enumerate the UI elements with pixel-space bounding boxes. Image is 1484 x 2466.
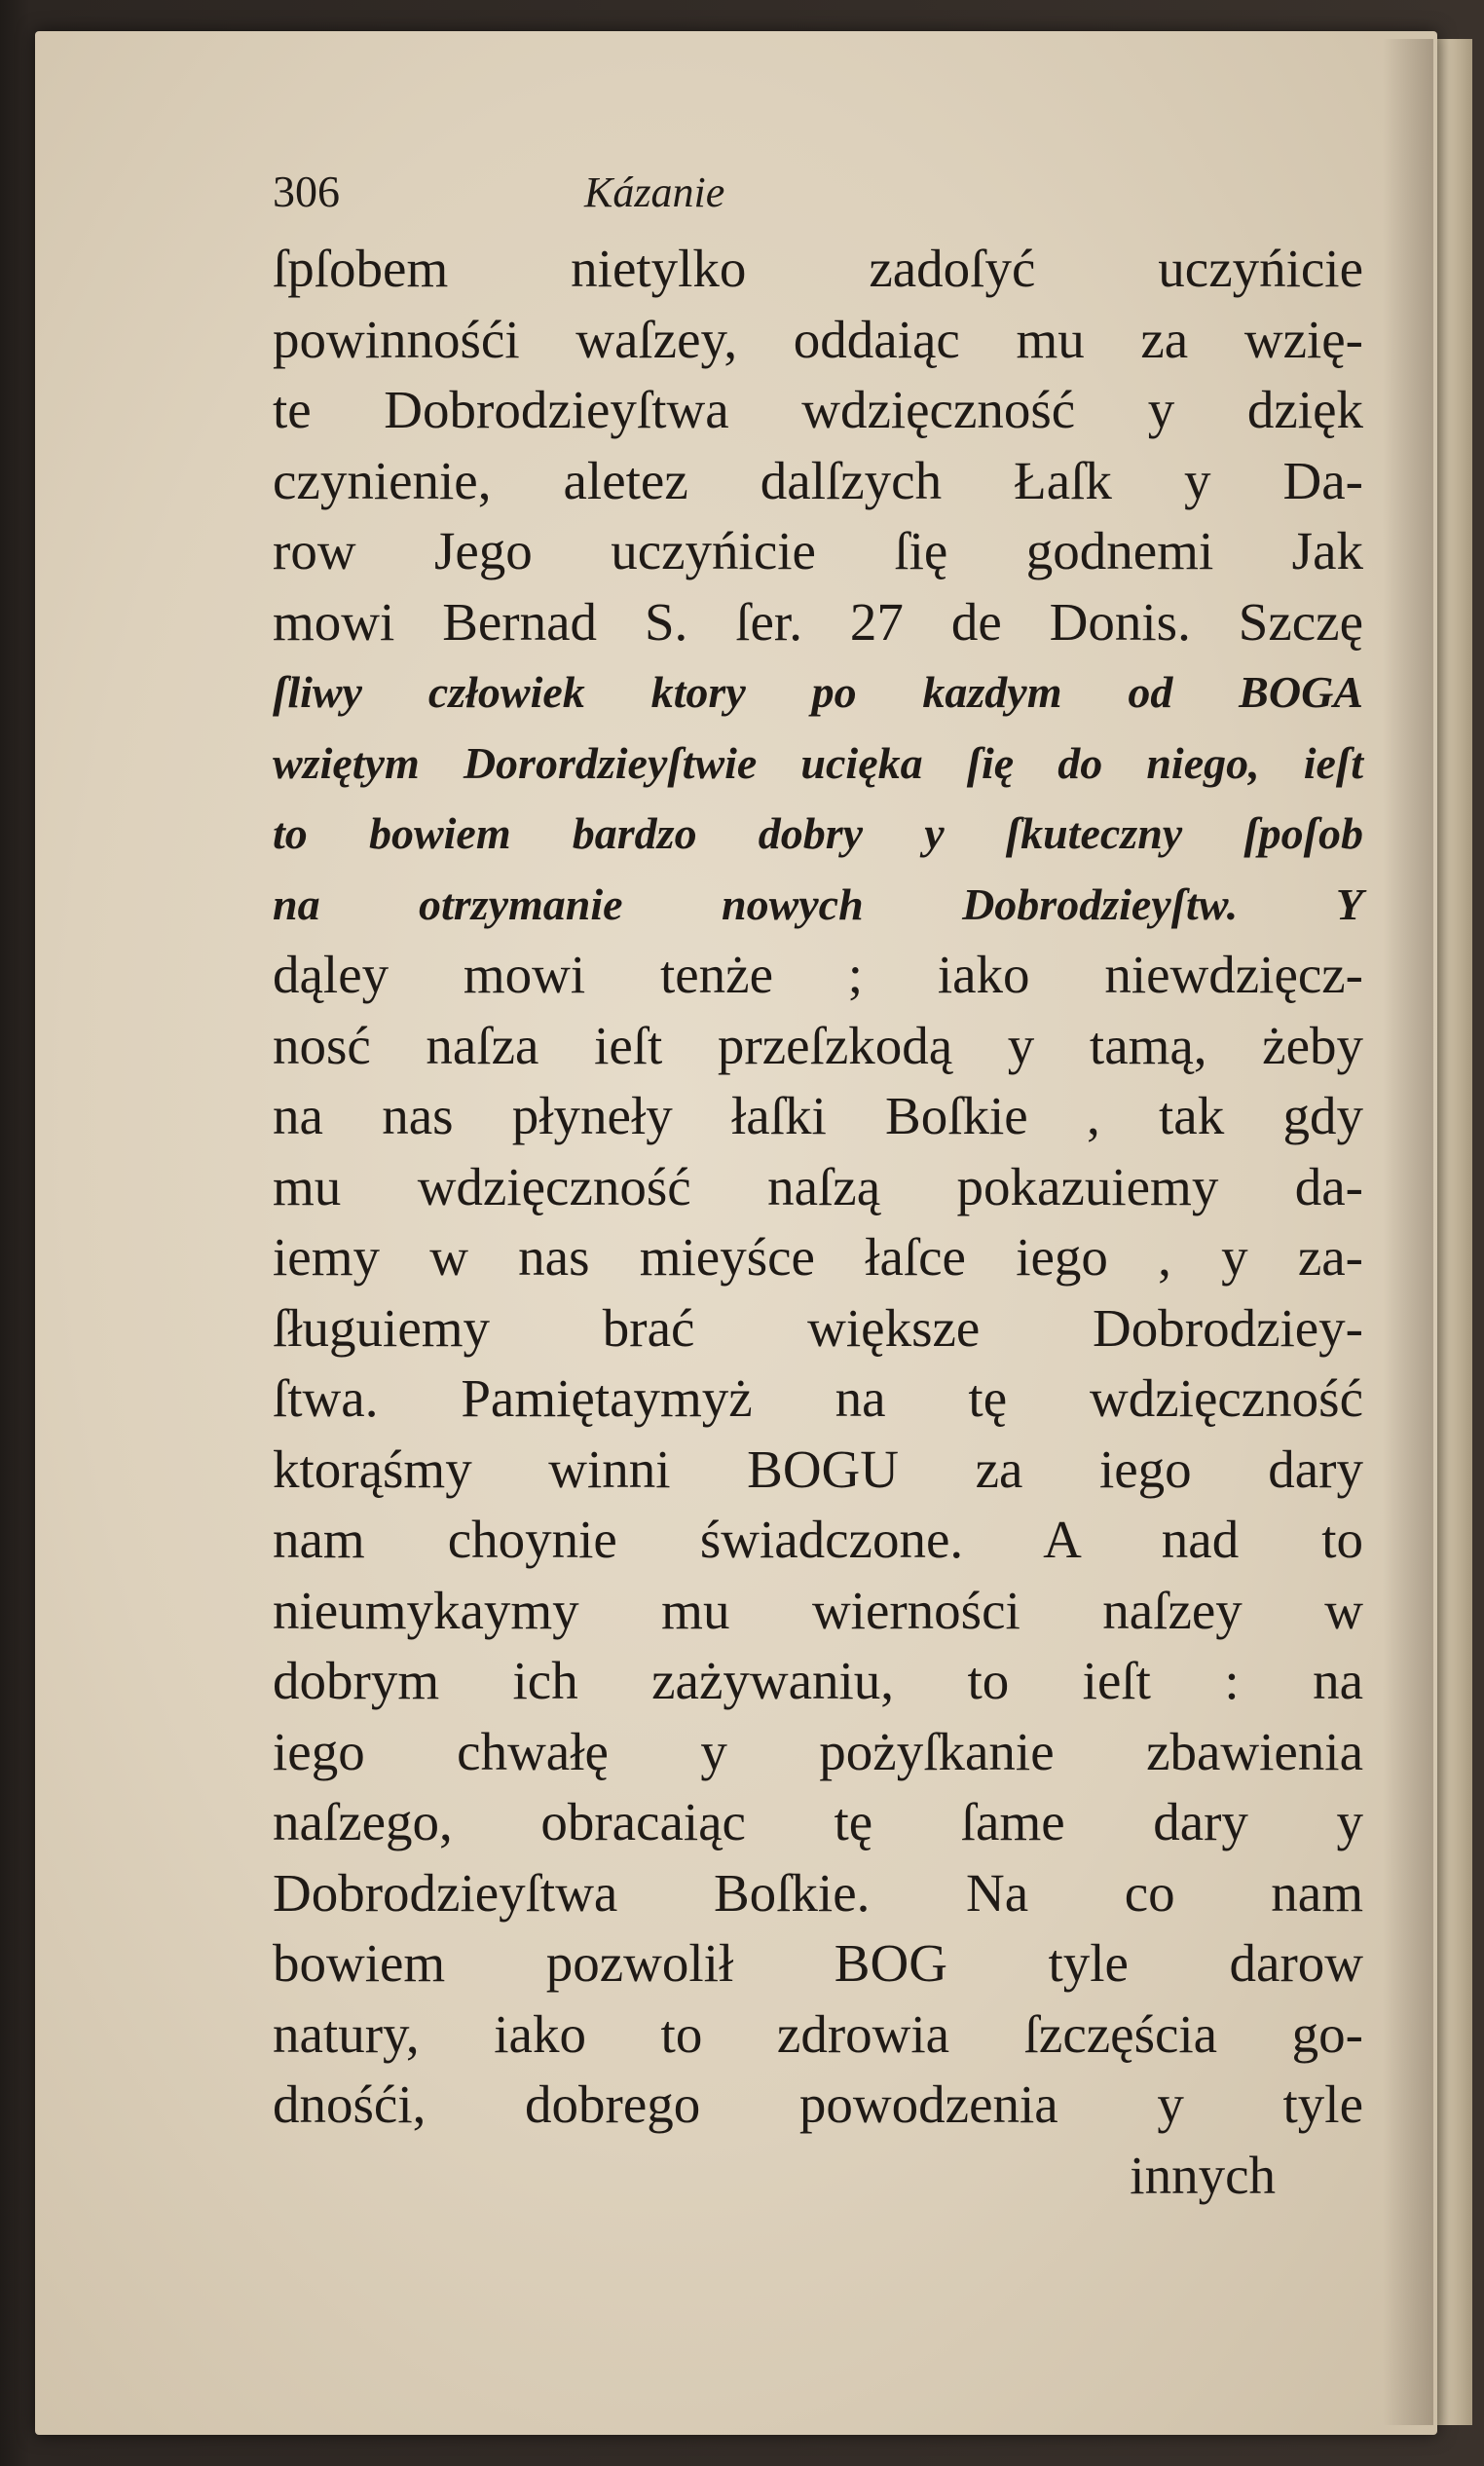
text-line: na nas płyneły łaſki Boſkie , tak gdy: [273, 1086, 1363, 1145]
text-line: czynienie, aletez dalſzych Łaſk y Da-: [273, 450, 1363, 510]
text-line-italic: na otrzymanie nowych Dobrodzieyſtw. Y: [273, 878, 1363, 929]
text-line: te Dobrodzieyſtwa wdzięczność y dzięk: [273, 380, 1363, 439]
page-header: [273, 166, 1363, 234]
text-line: powinnośći waſzey, oddaiąc mu za wzię-: [273, 309, 1363, 369]
text-line: ſpſobem nietylko zadoſyć uczyńicie: [273, 239, 1363, 298]
text-line: nam choynie świadczone. A nad to: [273, 1510, 1363, 1569]
text-line: natury, iako to zdrowia ſzczęścia go-: [273, 2003, 1363, 2064]
text-line-italic: wziętym Dorordzieyſtwie ucięka ſię do niego, ieſt: [273, 737, 1363, 788]
text-line-italic: to bowiem bardzo dobry y ſkuteczny ſpoſob: [273, 808, 1363, 858]
page-edge: [1431, 39, 1472, 2425]
gutter-shadow: [1383, 39, 1433, 2425]
text-line: dnośći, dobrego powodzenia y tyle: [273, 2074, 1363, 2134]
text-line: nieumykaymy mu wierności naſzey w: [273, 1580, 1363, 1640]
text-line: ſtwa. Pamiętaymyż na tę wdzięczność: [273, 1368, 1363, 1428]
text-line: nosć naſza ieſt przeſzkodą y tamą, żeby: [273, 1015, 1363, 1075]
text-line: iego chwałę y pożyſkanie zbawienia: [273, 1721, 1363, 1781]
text-line: bowiem pozwolił BOG tyle darow: [273, 1933, 1363, 1993]
running-head: Kázanie: [584, 168, 725, 216]
text-block: [273, 166, 1363, 2211]
catchword: innych: [1130, 2145, 1276, 2205]
text-line: iemy w nas mieyśce łaſce iego , y za-: [273, 1227, 1363, 1287]
text-line: Dobrodzieyſtwa Boſkie. Na co nam: [273, 1862, 1363, 1923]
text-line: naſzego, obracaiąc tę ſame dary y: [273, 1792, 1363, 1851]
text-line-italic: ſliwy człowiek ktory po kazdym od BOGA: [273, 667, 1363, 717]
text-line: dąley mowi tenże ; iako niewdzięcz-: [273, 945, 1363, 1004]
text-line: ktorąśmy winni BOGU za iego dary: [273, 1438, 1363, 1499]
text-line: row Jego uczyńicie ſię godnemi Jak: [273, 521, 1363, 580]
text-line: mu wdzięczność naſzą pokazuiemy da-: [273, 1156, 1363, 1216]
text-line: dobrym ich zażywaniu, to ieſt : na: [273, 1651, 1363, 1710]
text-line: mowi Bernad S. ſer. 27 de Donis. Szczę: [273, 591, 1363, 652]
page-number: 306: [273, 167, 340, 216]
text-line: ſługuiemy brać większe Dobrodziey-: [273, 1297, 1363, 1358]
